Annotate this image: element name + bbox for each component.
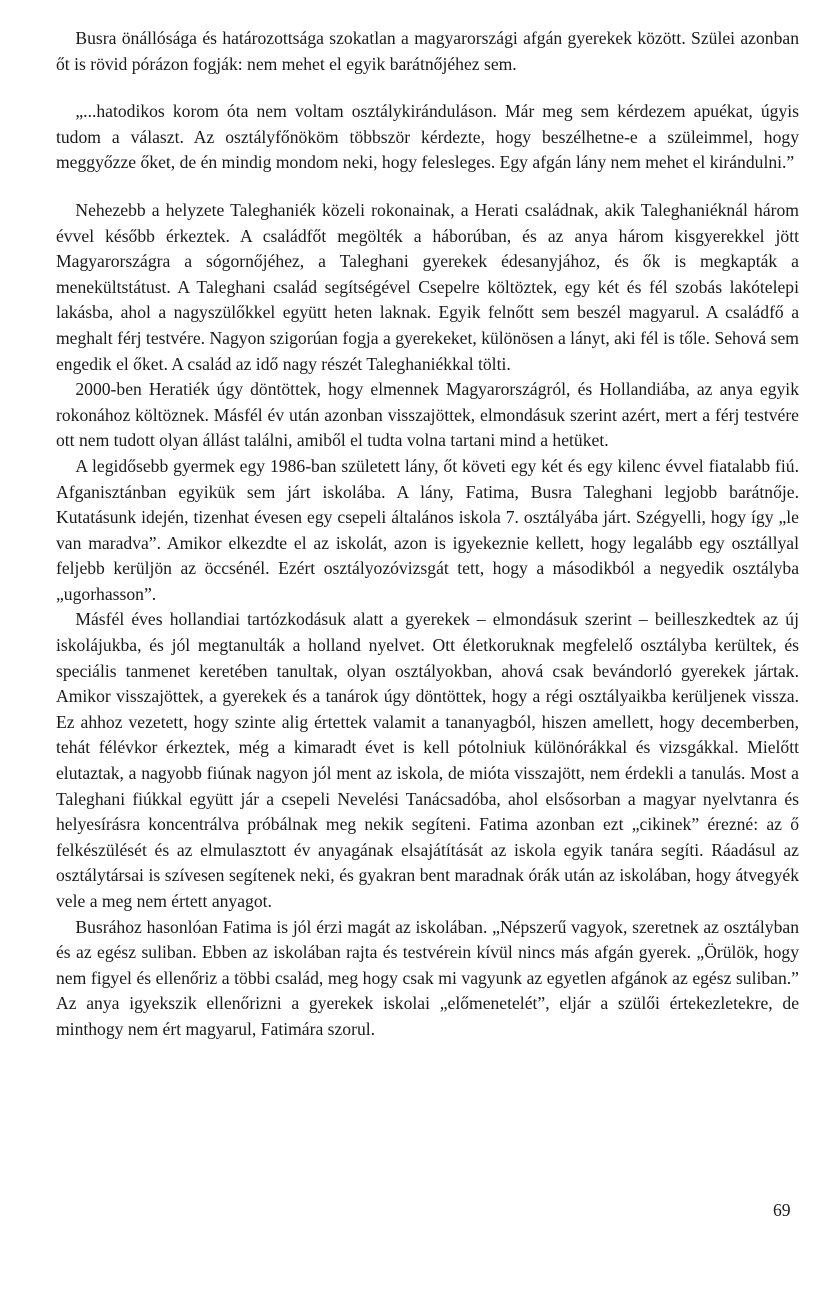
page-number: 69	[773, 1200, 791, 1220]
paragraph-herati-family: Nehezebb a helyzete Taleghaniék közeli rokonainak, a Herati családnak, akik Taleghaniéknál három évvel később érkeztek. A családfőt megölték a háborúban, és az anya három kisgyerekkel jött Magyarországra a sógornőjéhez, a Taleghani gyerekek édesanyjához, és ők is megkapták a menekültstátust. A Taleghani család segítségével Csepelre költöztek, egy két és fél szobás lakótelepi lakásba, ahol a nagyszülőkkel együtt heten laknak. Egyik felnőtt sem beszél magyarul. A családfő a meghalt férj testvére. Nagyon szigorúan fogja a gyerekeket, különösen a lányt, aki fél is tőle. Sehová sem engedik el őket. A család az idő nagy részét Taleghaniékkal tölti.	[56, 199, 799, 374]
paragraph-intro: Busra önállósága és határozottsága szokatlan a magyarországi afgán gyerekek között. Szülei azonban őt is rövid pórázon fogják: nem mehet el egyik barátnőjéhez sem.	[56, 28, 799, 74]
paragraph-netherlands: 2000-ben Heratiék úgy döntöttek, hogy elmennek Magyarországról, és Hollandiába, az anya egyik rokonához költöznek. Másfél év után azonban visszajöttek, elmondásuk szerint azért, mert a férj testvére ott nem tudott olyan állást találni, amiből el tudta volna tartani mind a hetüket.	[56, 379, 799, 451]
paragraph-quote: „...hatodikos korom óta nem voltam osztálykiránduláson. Már meg sem kérdezem apuékat, úgyis tudom a választ. Az osztályfőnököm többször kérdezte, hogy beszélhetne-e a szüleimmel, hogy meggyőzze őket, de én mindig mondom neki, hogy felesleges. Egy afgán lány nem mehet el kirándulni.”	[56, 101, 799, 173]
paragraph-fatima-school: Busrához hasonlóan Fatima is jól érzi magát az iskolában. „Népszerű vagyok, szeretnek az osztályban és az egész suliban. Ebben az iskolában rajta és testvérein kívül nincs más afgán gyerek. „Örülök, hogy nem figyel és ellenőriz a többi család, meg hogy csak mi vagyunk az egyetlen afgánok az egész suliban.” Az anya igyekszik ellenőrizni a gyerekek iskolai „előmenetelét”, eljár a szülői értekezletekre, de minthogy nem ért magyarul, Fatimára szorul.	[56, 916, 799, 1039]
paragraph-school-return: Másfél éves hollandiai tartózkodásuk alatt a gyerekek – elmondásuk szerint – beilleszkedtek az új iskolájukba, és jól megtanulták a holland nyelvet. Ott életkoruknak megfelelő osztályba kerültek, és speciális tanmenet keretében tanultak, olyan osztályokban, ahová csak bevándorló gyerekek jártak. Amikor visszajöttek, a gyerekek és a tanárok úgy döntöttek, hogy a régi osztályaikba kerüljenek vissza. Ez ahhoz vezetett, hogy szinte alig értettek valamit a tananyagból, hiszen amellett, hogy decemberben, tehát félévkor érkeztek, még a kimaradt évet is kell pótolniuk különórákkal és vizsgákkal. Mielőtt elutaztak, a nagyobb fiúnak nagyon jól ment az iskola, de mióta visszajött, nem érdekli a tanulás. Most a Taleghani fiúkkal együtt jár a csepeli Nevelési Tanácsadóba, ahol elsősorban a magyar nyelvtanra és helyesírásra koncentrálva próbálnak meg nekik segíteni. Fatima azonban ezt „cikinek” érezné: az ő felkészülését és az elmulasztott év anyagának elsajátítását az iskola egyik tanára segíti. Ráadásul az osztálytársai is szívesen segítenek neki, és gyakran bent maradnak órák után az iskolában, hogy átvegyék vele a meg nem értett anyagot.	[56, 609, 799, 911]
paragraph-children: A legidősebb gyermek egy 1986-ban született lány, őt követi egy két és egy kilenc évvel fiatalabb fiú. Afganisztánban egyikük sem járt iskolába. A lány, Fatima, Busra Taleghani legjobb barátnője. Kutatásunk idején, tizenhat évesen egy csepeli általános iskola 7. osztályába járt. Szégyelli, hogy így „le van maradva”. Amikor elkezdte el az iskolát, azon is igyekeznie kellett, hogy legalább egy osztállyal feljebb kerüljön az öccsénél. Ezért osztályozóvizsgát tett, hogy a másodikból a negyedik osztályba „ugorhasson”.	[56, 455, 799, 604]
page-body	[56, 26, 799, 1043]
